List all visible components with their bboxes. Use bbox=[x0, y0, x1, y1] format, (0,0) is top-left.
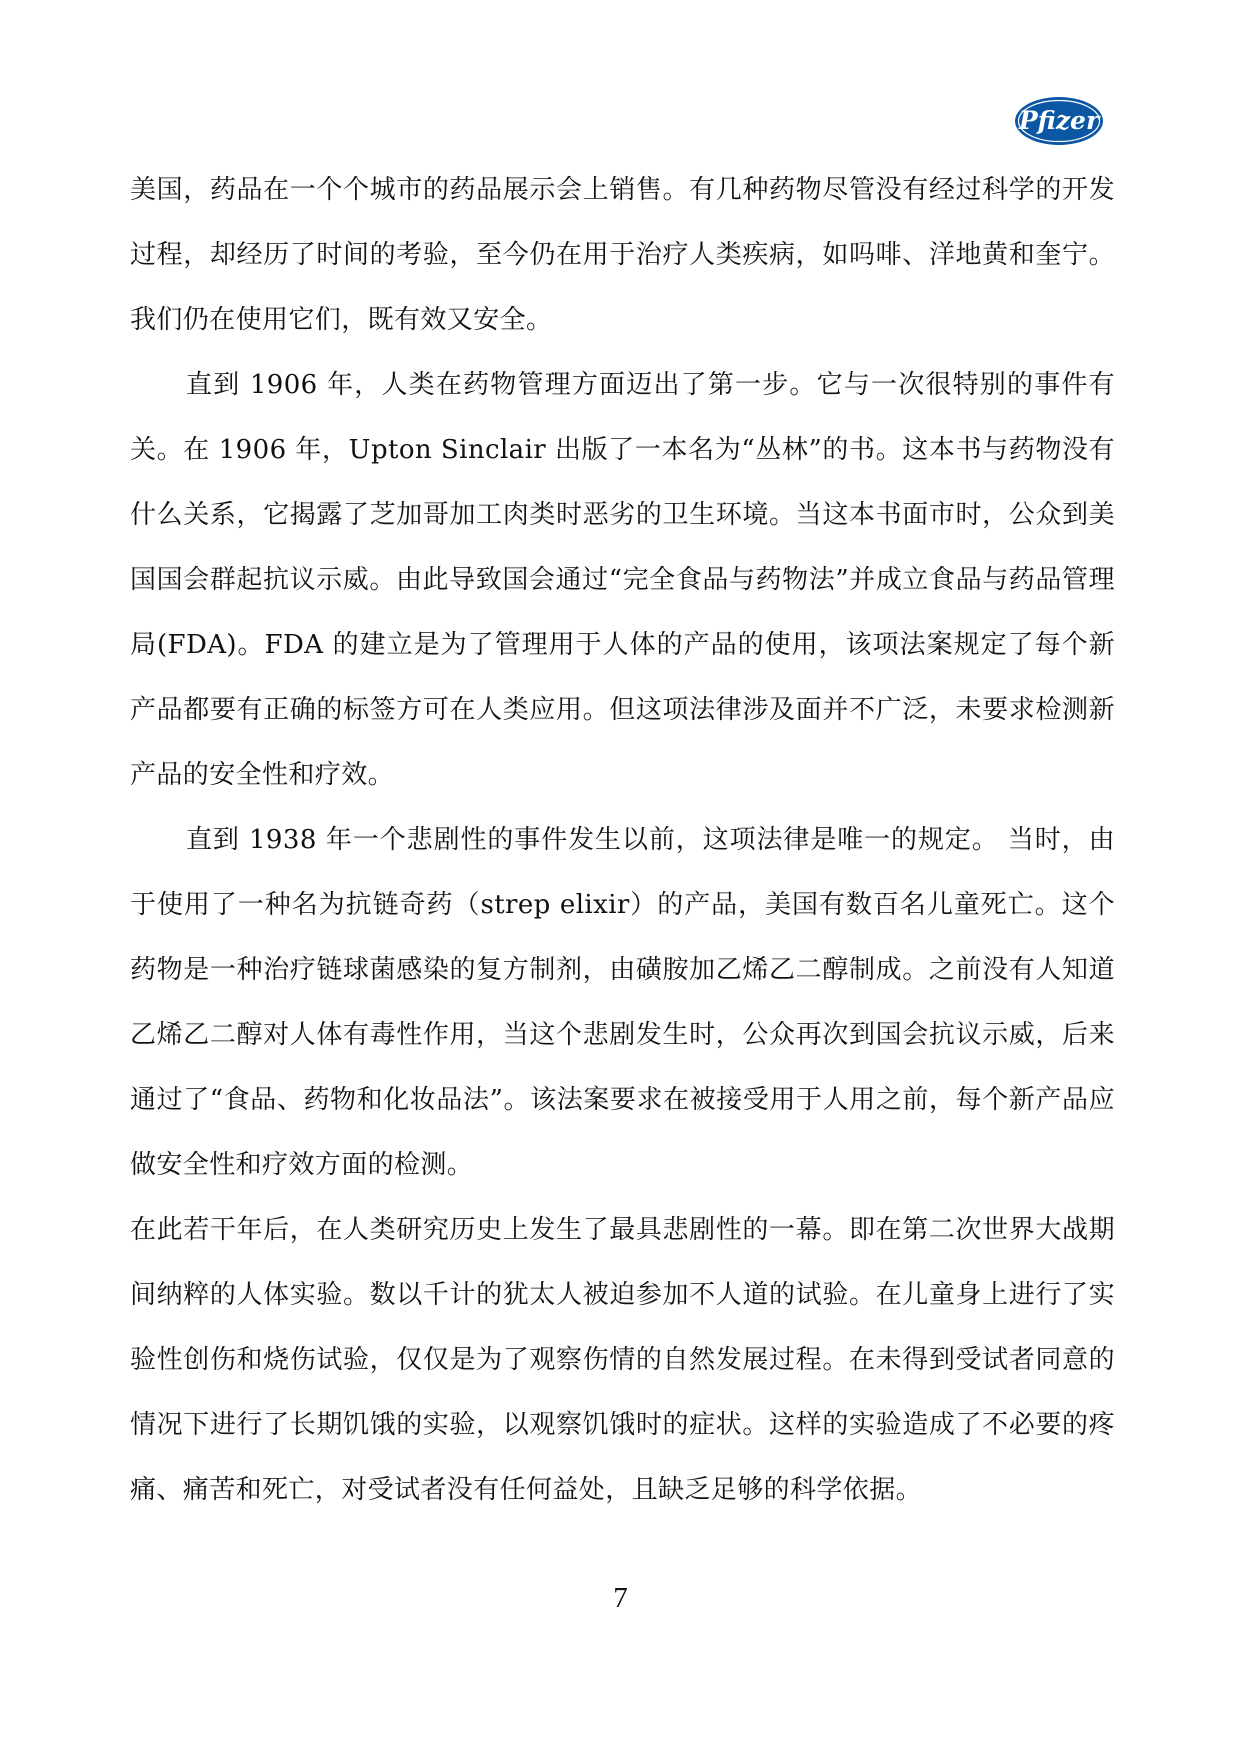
document-body bbox=[130, 158, 1115, 1523]
paragraph-4: 在此若干年后，在人类研究历史上发生了最具悲剧性的一幕。即在第二次世界大战期间纳粹的人体实验。数以千计的犹太人被迫参加不人道的试验。在儿童身上进行了实验性创伤和烧伤试验，仅仅是为了观察伤情的自然发展过程。在未得到受试者同意的情况下进行了长期饥饿的实验，以观察饥饿时的症状。这样的实验造成了不必要的疼痛、痛苦和死亡，对受试者没有任何益处，且缺乏足够的科学依据。 bbox=[130, 1215, 1115, 1505]
paragraph-2: 直到 1906 年，人类在药物管理方面迈出了第一步。它与一次很特别的事件有关。在 1906 年，Upton Sinclair 出版了一本名为“丛林”的书。这本书与药物没有什么关系，它揭露了芝加哥加工肉类时恶劣的卫生环境。当这本书面市时，公众到美国国会群起抗议示威。由此导致国会通过“完全食品与药物法”并成立食品与药品管理局(FDA)。FDA 的建立是为了管理用于人体的产品的使用，该项法案规定了每个新产品都要有正确的标签方可在人类应用。但这项法律涉及面并不广泛，未要求检测新产品的安全性和疗效。 bbox=[130, 370, 1115, 790]
pfizer-logo-icon bbox=[1013, 94, 1105, 148]
paragraph-1: 美国，药品在一个个城市的药品展示会上销售。有几种药物尽管没有经过科学的开发过程，却经历了时间的考验，至今仍在用于治疗人类疾病，如吗啡、洋地黄和奎宁。我们仍在使用它们，既有效又安全。 bbox=[130, 175, 1115, 335]
paragraph-3: 直到 1938 年一个悲剧性的事件发生以前，这项法律是唯一的规定。 当时，由于使用了一种名为抗链奇药（strep elixir）的产品，美国有数百名儿童死亡。这个药物是一种治疗链球菌感染的复方制剂，由磺胺加乙烯乙二醇制成。之前没有人知道乙烯乙二醇对人体有毒性作用，当这个悲剧发生时，公众再次到国会抗议示威，后来通过了“食品、药物和化妆品法”。该法案要求在被接受用于人用之前，每个新产品应做安全性和疗效方面的检测。 bbox=[130, 825, 1115, 1180]
pfizer-logo bbox=[1013, 94, 1105, 148]
logo-wordmark: Pfizer bbox=[1018, 106, 1100, 135]
page-number: 7 bbox=[613, 1582, 628, 1614]
